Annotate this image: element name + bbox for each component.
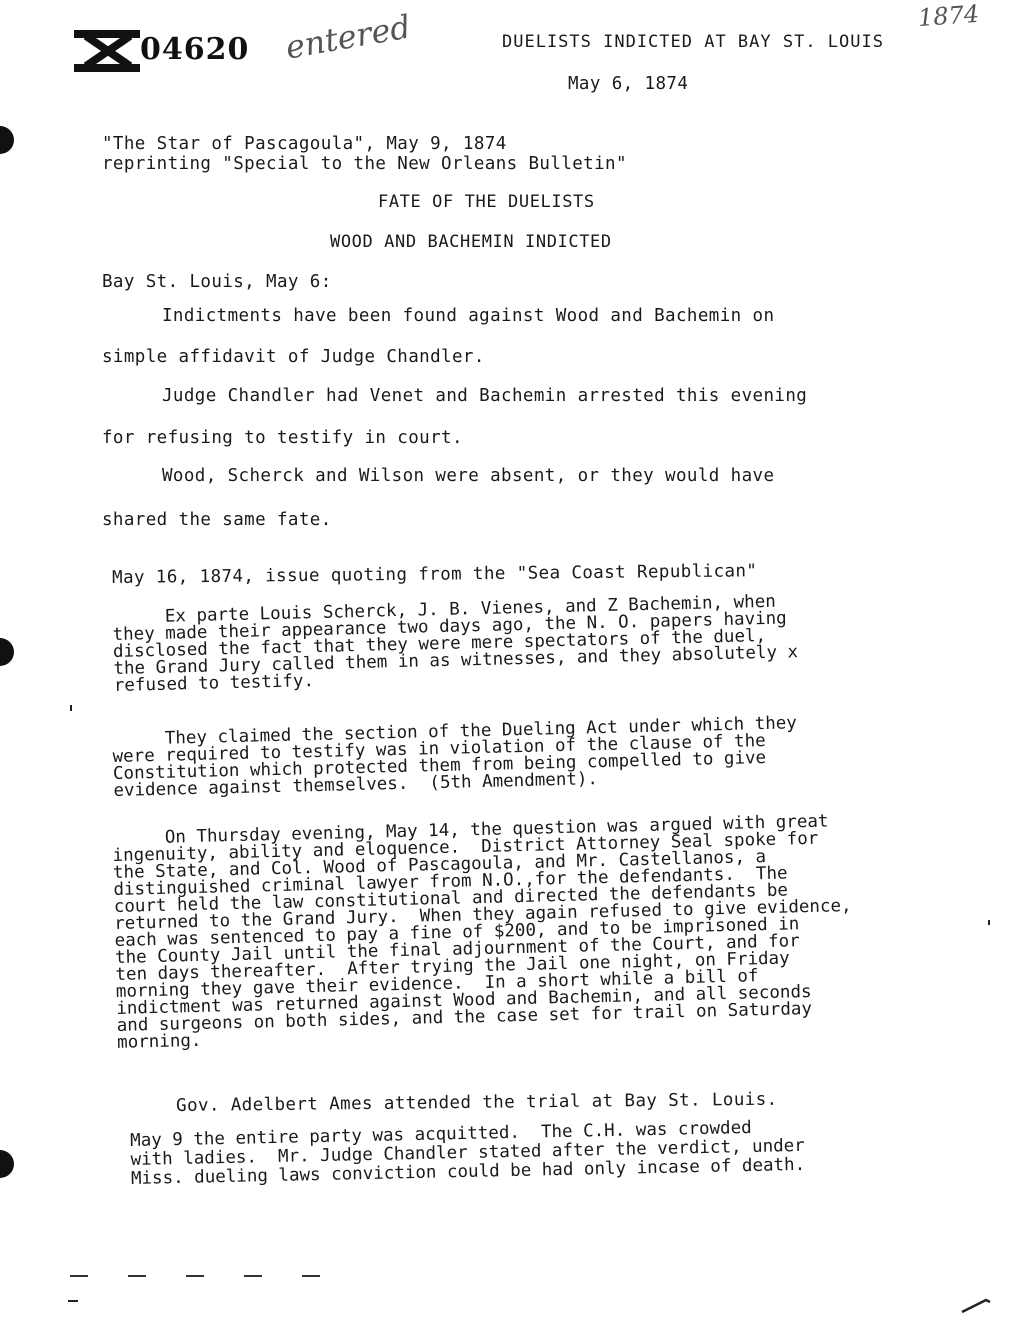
source-line-2: reprinting "Special to the New Orleans Bulletin": [102, 154, 627, 174]
paragraph-ex-parte: Ex parte Louis Scherck, J. B. Vienes, and Z Bachemin, when they made their appearance two days ago, the N. O. papers having disclosed the fact that they were mere spectators of the duel, the Grand Jury called them in as witnesses, and they absolutely x refused to testify.: [111, 591, 799, 696]
issue-citation: May 16, 1874, issue quoting from the "Sea Coast Republican": [112, 561, 758, 588]
source-citation: [102, 134, 627, 174]
bottom-scan-line: [60, 1268, 360, 1282]
handwritten-corner-year: 1874: [917, 0, 980, 33]
dateline: Bay St. Louis, May 6:: [102, 272, 332, 292]
paragraph-1-line-2: simple affidavit of Judge Chandler.: [102, 347, 485, 367]
paragraph-1-line-1: Indictments have been found against Wood and Bachemin on: [162, 306, 775, 326]
paragraph-2-line-2: for refusing to testify in court.: [102, 428, 463, 448]
paragraph-acquittal: May 9 the entire party was acquitted. The C.H. was crowded with ladies. Mr. Judge Chandler stated after the verdict, under Miss. dueling laws conviction could be had only incase of death.: [129, 1117, 806, 1189]
handwritten-entered-note: entered: [282, 7, 414, 67]
scan-speck: [70, 705, 72, 711]
paragraph-trial-argument: On Thursday evening, May 14, the question was argued with great ingenuity, ability and eloquence. District Attorney Seal spoke for the State, and Col. Wood of Pascagoula, and Mr. Castellanos, a distinguished criminal lawyer from N.O.,for the defendants. The court held the law constitutional and directed the defendants be returned to the Grand Jury. When they again refused to give evidence, each was sentenced to pay a fine of $200, and to be imprisoned in the County Jail until the final adjournment of the Court, and for ten days thereafter. After trying the Jail one night, on Friday morning they gave their evidence. In a short while a bill of indictment was returned against Wood and Bachemin, and all seconds and surgeons on both sides, and the case set for trail on Saturday morning.: [111, 811, 852, 1053]
paragraph-claim: They claimed the section of the Dueling Act under which they were required to testify was in violation of the clause of the Constitution which protected them from being compelled to give evidence against themselves. (5th Amendment).: [111, 713, 798, 801]
corner-pen-mark: [958, 1296, 998, 1316]
paragraph-2-line-1: Judge Chandler had Venet and Bachemin arrested this evening: [162, 386, 808, 406]
paragraph-3-line-2: shared the same fate.: [102, 510, 332, 530]
paragraph-governor: Gov. Adelbert Ames attended the trial at Bay St. Louis.: [176, 1089, 778, 1116]
article-heading: FATE OF THE DUELISTS: [378, 192, 595, 212]
punch-hole-top: [0, 126, 14, 154]
scan-speck: [988, 920, 990, 925]
document-date: May 6, 1874: [568, 74, 689, 94]
crossed-x-mark-icon: [72, 28, 144, 74]
document-title: DUELISTS INDICTED AT BAY ST. LOUIS: [502, 32, 884, 52]
source-line-1: "The Star of Pascagoula", May 9, 1874: [102, 134, 507, 154]
punch-hole-bottom: [0, 1150, 14, 1178]
punch-hole-middle: [0, 638, 14, 666]
reference-number: 04620: [140, 32, 250, 67]
article-subheading: WOOD AND BACHEMIN INDICTED: [330, 232, 612, 252]
paragraph-3-line-1: Wood, Scherck and Wilson were absent, or they would have: [162, 466, 775, 486]
scan-speck: [68, 1300, 78, 1302]
